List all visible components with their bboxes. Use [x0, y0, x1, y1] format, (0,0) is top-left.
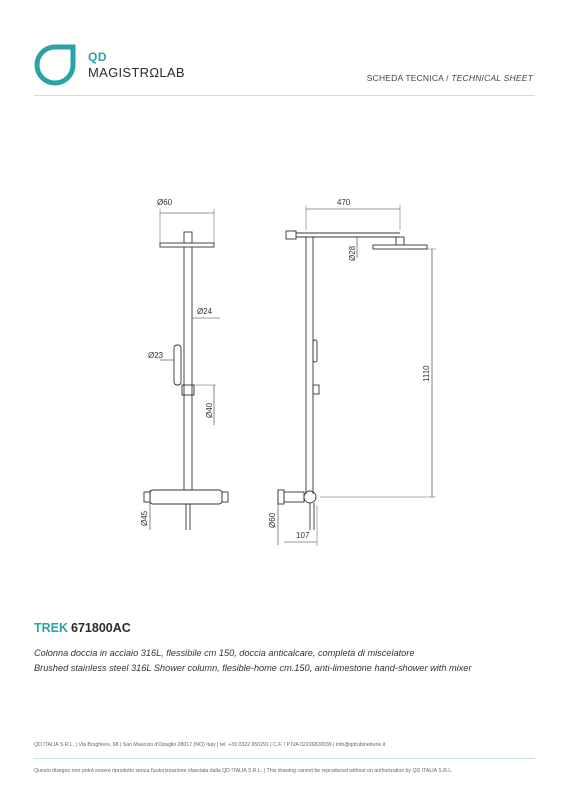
dim-d60-side: Ø60: [268, 512, 277, 528]
sheet-label-it: SCHEDA TECNICA: [366, 73, 444, 83]
copyright-notice: Questo disegno non potrà essere riprodotto senza l'autorizzazione rilasciata dalla QD ITALIA S.R.L. | This drawing cannot be reproduced without on authorization by QD ITALIA S.R.L.: [34, 768, 453, 774]
description-en: Brushed stainless steel 316L Shower column, flesible-home cm.150, anti-limestone hand-shower with mixer: [34, 663, 472, 673]
side-head-shower: [373, 245, 427, 249]
brand-name: MAGISTRΩLAB: [88, 65, 185, 80]
front-head-shower: [160, 243, 214, 247]
dim-d28: Ø28: [348, 245, 357, 261]
company-info: QD ITALIA S.R.L. | Via Brughiere, 68 | San Maurizio d'Opaglio 28017 (NO) Italy | tel. +39 0322 950291 | C.F. / P.IVA 02226820039 | info@qdrubinetterie.it: [34, 742, 386, 748]
brand-qd: QD: [88, 50, 107, 64]
dim-d24: Ø24: [197, 307, 213, 316]
dim-470: 470: [337, 198, 351, 207]
dim-d45: Ø45: [140, 510, 149, 526]
description-it: Colonna doccia in acciaio 316L, flessibile cm 150, doccia anticalcare, completa di miscelatore: [34, 648, 415, 658]
front-hand-shower: [174, 345, 181, 385]
dim-1110: 1110: [422, 365, 431, 382]
dim-d23: Ø23: [148, 351, 164, 360]
product-code: 671800AC: [71, 621, 131, 635]
sheet-label-en: TECHNICAL SHEET: [451, 73, 533, 83]
product-title: [34, 621, 131, 635]
dim-d60-top: Ø60: [157, 198, 173, 207]
footer-divider: [34, 758, 535, 759]
front-mixer: [150, 490, 222, 504]
side-mixer: [304, 491, 316, 503]
sheet-separator: /: [443, 73, 452, 83]
dim-107: 107: [296, 531, 310, 540]
dim-d40: Ø40: [205, 402, 214, 418]
product-description: [34, 646, 479, 676]
product-name: TREK: [34, 621, 69, 635]
